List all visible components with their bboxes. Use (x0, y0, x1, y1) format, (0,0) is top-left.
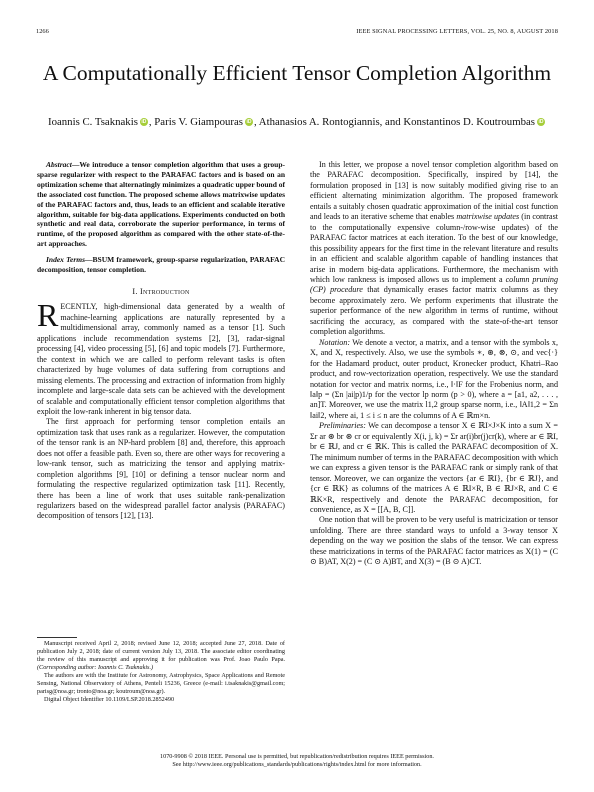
index-terms (37, 255, 285, 275)
footnote-doi: Digital Object Identifier 10.1109/LSP.2018.2852490 (44, 695, 175, 703)
intro-p1-text: ECENTLY, high-dimensional data generated by a wealth of machine-learning applications are naturally represented by a multidimensional array, commonly named as a tensor [1]. Such applications include recommendation systems [2], [3], radar-signal processing [4], video processing [5], [6] and topic models [7]. Furthermore, the context in which we are called to perform relevant tasks is often characterized by huge volumes of data suffering from corruptions and missing elements. The processing and extraction of information from highly incomplete and large-scale data sets can be achieved with the development of scalable and computationally efficient tensor completion algorithms that exploit the low-rank inherent in big tensor data. (37, 302, 285, 416)
footnote-corresponding: (Corresponding author: Ioannis C. Tsaknakis.) (37, 663, 154, 671)
section-heading (37, 287, 285, 297)
preliminaries-label: Preliminaries: (319, 421, 366, 431)
rights-link[interactable]: See http://www.ieee.org/publications_standards/publications/rights/index.html for more information. (172, 761, 422, 769)
footnote-manuscript (37, 640, 285, 672)
orcid-icon[interactable]: iD (141, 119, 147, 125)
author-3-4-5: , Athanasios A. Rontogiannis, and Konstantinos D. Koutroumbas (253, 116, 535, 128)
notation-label: Notation: (319, 337, 351, 347)
preliminaries-text: We can decompose a tensor X ∈ ℝI×J×K into a sum X = Σr ar ⊛ br ⊛ cr or equivalently X(i, j, k) = Σr ar(i)br(j)cr(k), where ar ∈ ℝI, br ∈ ℝJ, and cr ∈ ℝK. This is called the PARAFAC decomposition of X. The minimum number of terms in the PARAFAC decomposition with which we can express a given tensor is the PARAFAC rank or simply rank of that tensor. Moreover, we can organize the vectors {ar ∈ ℝI}, {br ∈ ℝJ}, and {cr ∈ ℝK} as columns of the matrices A ∈ ℝI×R, B ∈ ℝJ×R, and C ∈ ℝK×R, respectively and denote the PARAFAC decomposition, for convenience, as X = [[A, B, C]]. (310, 421, 558, 514)
copyright-footer (36, 753, 558, 770)
matricization-paragraph: One notion that will be proven to be very useful is matricization or tensor unfolding. There are three standard ways to unfold a 3-way tensor X depending on the way we position the slabs of the tensor. We can express these matricizations in terms of the PARAFAC factor matrices as X(1) = (C ⊙ B)AT, X(2) = (C ⊙ A)BT, and X(3) = (B ⊙ A)CT. (310, 515, 558, 567)
right-p1-text-a: In this letter, we propose a novel tensor completion algorithm based on the PARAFAC decomposition. Specifically, inspired by [14], the formulation proposed in [13] is now suitably modified giving rise to an efficient alternating minimization algorithm. The proposed framework entails a suitably chosen quadratic approximation of the initial cost function and leads to an iterative scheme that enables (310, 160, 558, 222)
right-p1-emph-b: column pruning (CP) procedure (310, 274, 559, 295)
copyright-line: 1070-9908 © 2018 IEEE. Personal use is permitted, but republication/redistribution requires IEEE permission. (160, 753, 434, 760)
notation-paragraph (310, 338, 558, 422)
paper-title: A Computationally Efficient Tensor Completion Algorithm (42, 61, 552, 85)
running-header (36, 28, 558, 38)
footnote-dates: Manuscript received April 2, 2018; revised June 12, 2018; accepted June 27, 2018. Date of publication July 2, 2018; date of current version July 13, 2018. The associate editor coordinating the review of this manuscript and approving it for publication was Prof. Joao Paulo Papa. (37, 640, 285, 663)
author-list (20, 116, 574, 128)
footnote-affiliation: The authors are with the Institute for Astronomy, Astrophysics, Space Applications and Remote Sensing, National Observatory of Athens, Penteli 15236, Greece (e-mail: i.tsaknakis@gmail.com; parisg@noa.gr; tronto@noa.gr; koutroum@noa.gr). (37, 671, 285, 695)
orcid-icon[interactable]: iD (538, 119, 544, 125)
section-title: Introduction (140, 286, 190, 296)
right-p1-text-c: that dynamically erases factor matrix columns as they become approximately zero. We perform experiments that illustrate the superior performance of the new algorithm in terms of runtime, without sacrificing the accuracy, as compared with the state-of-the-art tensor completion algorithms. (310, 285, 558, 337)
preliminaries-paragraph (310, 421, 558, 515)
abstract-text: —We introduce a tensor completion algorithm that uses a group-sparse regularizer with respect to the PARAFAC factors and is based on an optimization scheme that alternatingly minimizes a quadratic upper bound of the associated cost function. The proposed scheme allows matrixwise updates of the PARAFAC factors and, thus, leads to an efficient and scalable iterative algorithm, suitable for big-data applications. Experiments conducted on both synthetic and real data, corroborate the superior performance, in terms of runtime, of the proposed algorithm as compared with the other state-of-the-art approaches. (37, 160, 285, 249)
right-p1-text-b: (in contrast to the computationally expensive column-/row-wise updates) of the PARAFAC factor matrices at each iteration. To the best of our knowledge, this possibility appears for the first time in the relevant literature and results in an efficient and scalable algorithm capable of handling instances that arise in modern big-data applications. Furthermore, the mechanism with which low rankness is imposed allows us to implement a (310, 212, 558, 284)
right-column (310, 160, 558, 568)
abstract-label: Abstract (46, 160, 72, 169)
index-terms-label: Index Terms (46, 255, 86, 265)
drop-cap: R (37, 297, 59, 334)
notation-text: We denote a vector, a matrix, and a tensor with the symbols x, X, and X, respectively. Also, we use the symbols ∗, ⊛, ⊗, ⊙, and vec{·} for the Hadamard product, outer product, Kronecker product, Khatri–Rao product, and row-vectorization operation, respectively. We use the standard notation for vector and matrix norms, i.e., ‖·‖F for the Frobenius norm, and ‖a‖p = (Σn |ai|p)1/p for the vector lp norm (p > 0), where a = [a1, a2, . . . , an]T. Moreover, we use the matrix l1,2 group sparse norm, i.e., ‖A‖1,2 = Σn ‖ai‖2, where ai, 1 ≤ i ≤ n are the columns of A ∈ ℝm×n. (310, 337, 558, 420)
right-paragraph-1 (310, 160, 558, 338)
orcid-icon[interactable]: iD (246, 119, 252, 125)
journal-header: IEEE SIGNAL PROCESSING LETTERS, VOL. 25, NO. 8, AUGUST 2018 (356, 28, 558, 35)
right-p1-emph-a: matrixwise updates (456, 212, 520, 222)
section-number: I. (132, 286, 138, 296)
abstract (37, 160, 285, 249)
intro-paragraph-2: The first approach for performing tensor completion entails an optimization task that uses rank as a regularizer. However, the computation of the tensor rank is an NP-hard problem [8] and, therefore, this approach does not offer a feasible path. Even so, there are other ways for recovering a low-rank tensor, such as matricizing the tensor and applying matrix-completion algorithms [9], [10] or defining a tensor nuclear norm and formulating the respective regularized optimization task [11]. Recently, there has been a line of work that uses suitable rank-penalization regularizers based on the widespread parallel factor analysis (PARAFAC) decomposition of tensors [12], [13]. (37, 417, 285, 521)
footnote-rule (37, 637, 77, 638)
footnotes (37, 640, 285, 704)
page-number: 1266 (36, 28, 49, 35)
author-1: Ioannis C. Tsaknakis (47, 116, 138, 128)
index-terms-text: —BSUM framework, group-sparse regularization, PARAFAC decomposition, tensor completion. (37, 255, 285, 275)
author-2: , Paris V. Giampouras (148, 116, 243, 128)
intro-paragraph-1 (37, 297, 285, 417)
left-column (37, 160, 285, 522)
